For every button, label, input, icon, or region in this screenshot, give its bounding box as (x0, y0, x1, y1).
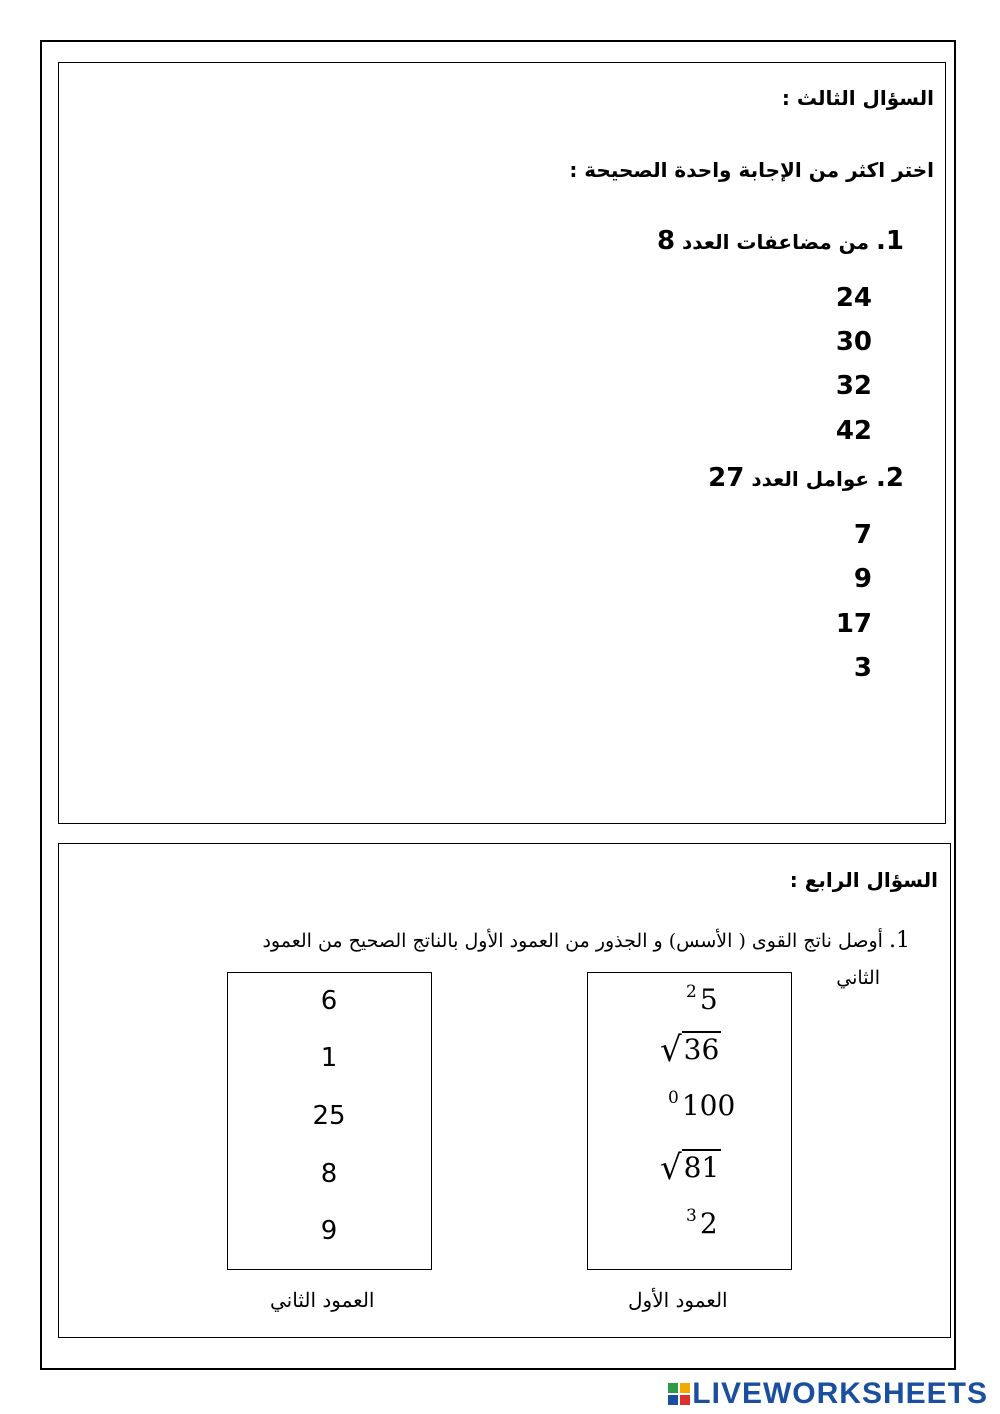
power-exponent: 3 (686, 1206, 697, 1226)
q3-item-1-value: 8 (656, 226, 676, 256)
root-radicand: 81 (683, 1151, 720, 1184)
column-1-item-root[interactable] (660, 1148, 721, 1188)
column-2-label: العمود الثاني (270, 1288, 375, 1312)
column-2-item[interactable]: 6 (320, 986, 338, 1016)
power-base: 100 (681, 1089, 736, 1122)
q3-item-1-option[interactable]: 42 (835, 416, 872, 446)
column-1-item-power[interactable] (668, 1089, 735, 1122)
power-base: 5 (699, 983, 718, 1016)
question-3-instruction: اختر اكثر من الإجابة واحدة الصحيحة : (569, 158, 934, 182)
power-exponent: 0 (668, 1088, 679, 1108)
q3-item-2-option[interactable]: 7 (853, 520, 872, 550)
power-base: 2 (699, 1207, 718, 1240)
q3-item-1-prompt (657, 226, 904, 256)
q3-item-2-option[interactable]: 9 (853, 564, 872, 594)
q3-item-1-text: من مضاعفات العدد (682, 230, 870, 254)
column-2-item[interactable]: 1 (320, 1043, 338, 1073)
q3-item-2-value: 27 (708, 463, 745, 493)
question-4-box (58, 843, 951, 1338)
q3-item-2-prompt (708, 463, 904, 493)
question-4-instruction-line1: أوصل ناتج القوى ( الأسس) و الجذور من العمود الأول بالناتج الصحيح من العمود (262, 930, 883, 952)
column-2-item[interactable]: 25 (312, 1101, 346, 1131)
q3-item-2-option[interactable]: 3 (853, 653, 872, 683)
q3-item-2-option[interactable]: 17 (835, 609, 872, 639)
q3-item-1-option[interactable]: 32 (835, 371, 872, 401)
power-exponent: 2 (686, 982, 697, 1002)
column-1-item-root[interactable] (660, 1030, 721, 1070)
column-1-item-power[interactable] (686, 1207, 718, 1240)
column-1-label: العمود الأول (628, 1288, 728, 1312)
root-radicand: 36 (683, 1033, 720, 1066)
liveworksheets-logo (668, 1377, 988, 1411)
column-2-item[interactable]: 8 (320, 1159, 338, 1189)
square-root-icon: √ (660, 1030, 682, 1070)
liveworksheets-logo-text: LIVEWORKSHEETS (692, 1377, 988, 1410)
q3-item-1-option[interactable]: 24 (835, 283, 872, 313)
q3-item-1-option[interactable]: 30 (835, 327, 872, 357)
question-3-title: السؤال الثالث : (781, 86, 934, 110)
column-1-item-power[interactable] (686, 983, 718, 1016)
q3-item-2-text: عوامل العدد (751, 467, 870, 491)
square-root-icon: √ (660, 1148, 682, 1188)
question-4-instruction-line2: الثاني (836, 967, 880, 989)
question-4-number: 1. (889, 928, 910, 953)
column-2-item[interactable]: 9 (320, 1216, 338, 1246)
q3-item-1-number: 1. (876, 226, 904, 256)
liveworksheets-logo-icon (668, 1383, 690, 1405)
question-4-instruction (262, 928, 910, 953)
q3-item-2-number: 2. (876, 463, 904, 493)
question-4-title: السؤال الرابع : (789, 868, 938, 892)
